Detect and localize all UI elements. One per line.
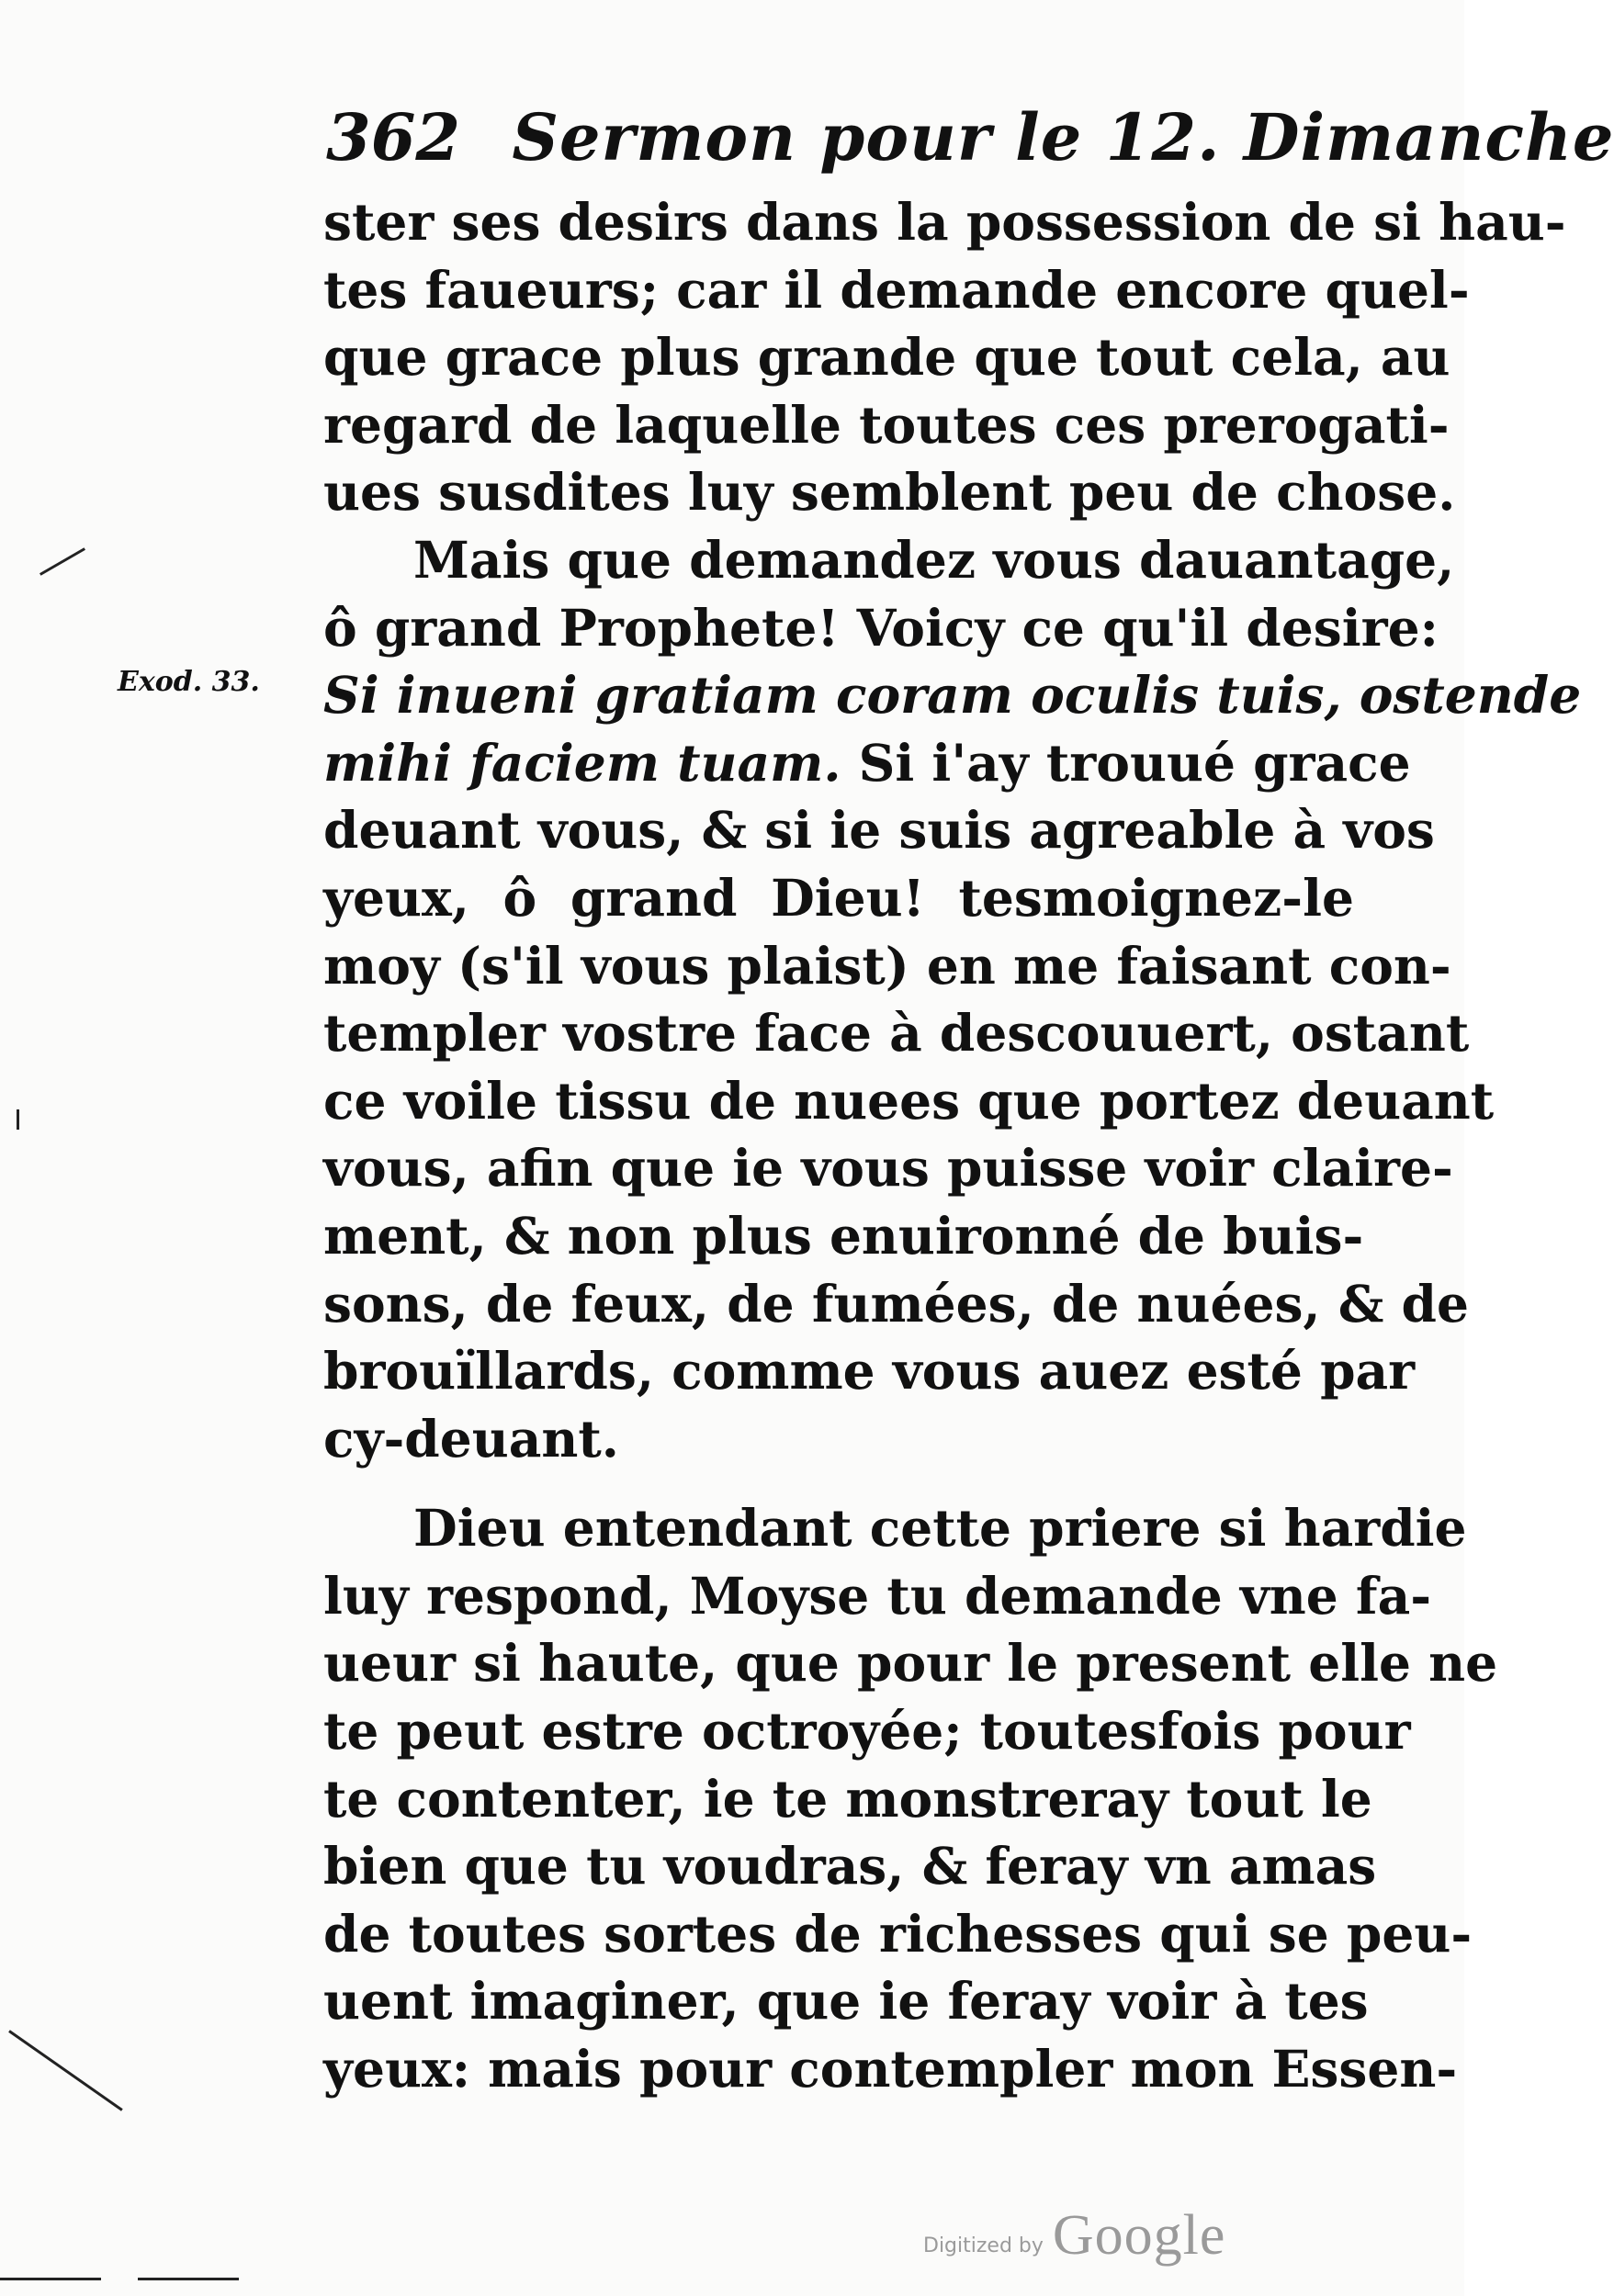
text-line: deuant vous, & si ie suis agreable à vos [323, 800, 1435, 861]
scan-mark [138, 2278, 239, 2280]
body-text [323, 188, 1582, 2103]
text-line: de toutes sortes de richesses qui se peu- [323, 1903, 1473, 1964]
text-line: sons, de feux, de fumées, de nuées, & de [323, 1273, 1469, 1334]
text-line: templer vostre face à descouuert, ostant [323, 1003, 1470, 1064]
text-line: bien que tu voudras, & feray vn amas [323, 1836, 1377, 1896]
text-line: ueur si haute, que pour le present elle ne [323, 1633, 1498, 1694]
text-line: Si inueni gratiam coram oculis tuis, ostende [323, 665, 1582, 726]
scan-mark [0, 2278, 101, 2280]
margin-note: Exod. 33. [118, 666, 260, 698]
text-line: Mais que demandez vous dauantage, [413, 529, 1455, 590]
text-line: regard de laquelle toutes ces prerogati- [323, 394, 1450, 455]
watermark-prefix: Digitized by [923, 2234, 1044, 2257]
text-line [323, 729, 1411, 797]
text-line: te contenter, ie te monstreray tout le [323, 1768, 1372, 1829]
text-line: luy respond, Moyse tu demande vne fa- [323, 1565, 1432, 1626]
text-line: vous, afin que ie vous puisse voir claire- [323, 1138, 1453, 1199]
text-line: moy (s'il vous plaist) en me faisant con- [323, 935, 1451, 996]
text-line: ment, & non plus enuironné de buis- [323, 1205, 1364, 1266]
text-line: yeux: mais pour contempler mon Essen- [323, 2039, 1458, 2099]
google-logo: Google [1052, 2204, 1226, 2267]
text-line: ô grand Prophete! Voicy ce qu'il desire: [323, 597, 1439, 658]
scan-mark [40, 547, 85, 576]
text-line: que grace plus grande que tout cela, au [323, 327, 1450, 388]
text-line: uent imaginer, que ie feray voir à tes [323, 1971, 1369, 2032]
french-translation: Si i'ay trouué grace [841, 732, 1411, 793]
running-title: Sermon pour le 12. Dimanche [512, 99, 1614, 175]
text-line: tes faueurs; car il demande encore quel- [323, 259, 1470, 320]
text-line: te peut estre octroyée; toutesfois pour [323, 1701, 1411, 1761]
text-line: Dieu entendant cette priere si hardie [413, 1498, 1467, 1559]
latin-quotation: mihi faciem tuam. [323, 732, 841, 793]
text-line: cy-deuant. [323, 1408, 619, 1469]
paragraph-break [323, 1472, 1354, 1494]
digitized-watermark [923, 2195, 1225, 2268]
text-line: brouïllards, comme vous auez esté par [323, 1341, 1416, 1401]
text-line: ues susdites luy semblent peu de chose. [323, 462, 1456, 523]
page-header [326, 87, 1614, 188]
text-line: ce voile tissu de nuees que portez deuant [323, 1070, 1495, 1131]
page-number: 362 [326, 99, 461, 175]
text-line: ster ses desirs dans la possession de si hau- [323, 192, 1566, 252]
scan-mark [8, 2030, 123, 2110]
text-line: yeux, ô grand Dieu! tesmoignez-le [323, 867, 1354, 928]
scan-mark [17, 1109, 19, 1130]
